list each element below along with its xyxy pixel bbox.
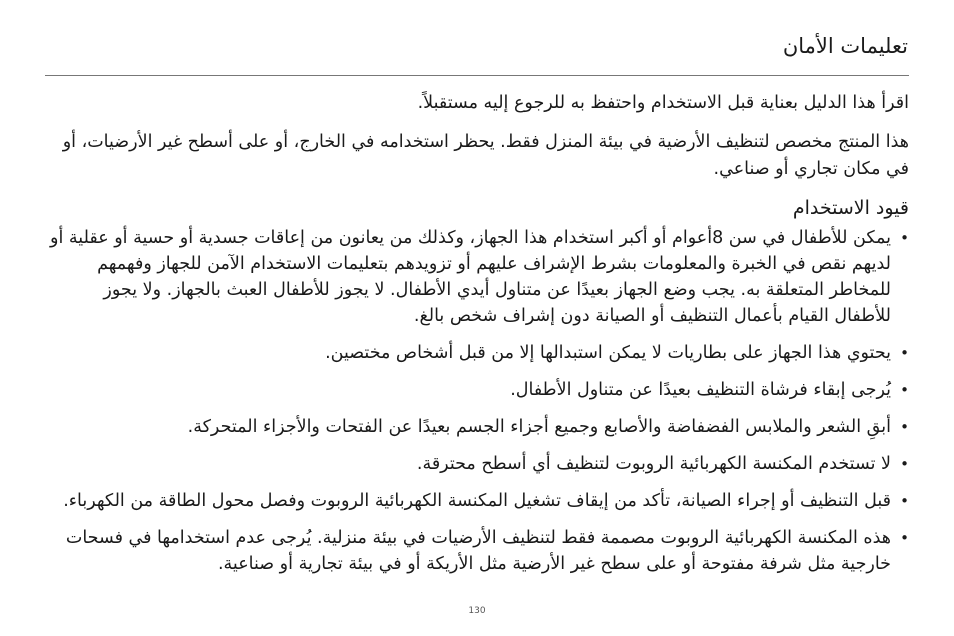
- list-item: • هذه المكنسة الكهربائية الروبوت مصممة فقط لتنظيف الأرضيات في بيئة منزلية. يُرجى عدم استخدامها في فسحات خارجية مثل شرفة مفتوحة أو على سطح غير الأرضية مثل الأريكة أو في بيئة تجارية أو صناعية.: [45, 525, 909, 577]
- title-divider: [45, 75, 909, 76]
- list-item: • قبل التنظيف أو إجراء الصيانة، تأكد من إيقاف تشغيل المكنسة الكهربائية الروبوت وفصل محول الطاقة من الكهرباء.: [45, 488, 909, 514]
- intro-paragraph-intended-use: هذا المنتج مخصص لتنظيف الأرضية في بيئة المنزل فقط. يحظر استخدامه في الخارج، أو على أسطح غير الأرضيات، أو في مكان تجاري أو صناعي.: [62, 132, 909, 179]
- list-item: • أبقِ الشعر والملابس الفضفاضة والأصابع وجميع أجزاء الجسم بعيدًا عن الفتحات والأجزاء المتحركة.: [45, 414, 909, 440]
- list-item: • يُرجى إبقاء فرشاة التنظيف بعيدًا عن متناول الأطفال.: [45, 377, 909, 403]
- intro-paragraph-read-manual: اقرأ هذا الدليل بعناية قبل الاستخدام واحتفظ به للرجوع إليه مستقبلاً.: [417, 93, 909, 113]
- restrictions-list: [45, 225, 909, 577]
- list-item: • يمكن للأطفال في سن 8أعوام أو أكبر استخدام هذا الجهاز، وكذلك من يعانون من إعاقات جسدية أو حسية أو عقلية أو لديهم نقص في الخبرة والمعلومات بشرط الإشراف عليهم أو تزويدهم بتعليمات الاستخدام الآمن للجهاز وفهمهم للمخاطر المتعلقة به. يجب وضع الجهاز بعيدًا عن متناول أيدي الأطفال. لا يجوز للأطفال العبث بالجهاز. ولا يجوز للأطفال القيام بأعمال التنظيف أو الصيانة دون إشراف شخص بالغ.: [45, 225, 909, 329]
- page-number: 130: [468, 606, 486, 616]
- manual-page: [45, 28, 909, 628]
- list-item: • لا تستخدم المكنسة الكهربائية الروبوت لتنظيف أي أسطح محترقة.: [45, 451, 909, 477]
- section-title-usage-restrictions: قيود الاستخدام: [792, 197, 909, 219]
- page-title: تعليمات الأمان: [782, 34, 908, 58]
- list-item: • يحتوي هذا الجهاز على بطاريات لا يمكن استبدالها إلا من قبل أشخاص مختصين.: [45, 340, 909, 366]
